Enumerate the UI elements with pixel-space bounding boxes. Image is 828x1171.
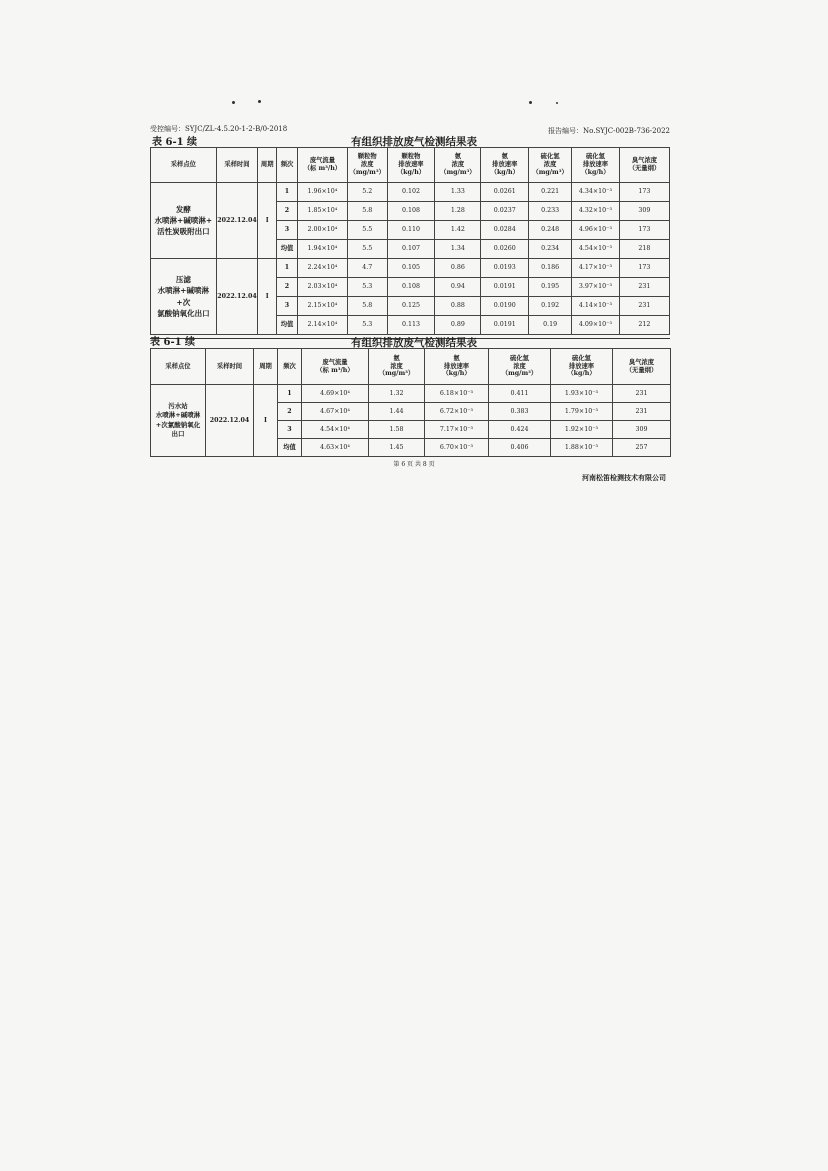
value-cell: 4.17×10⁻³ (571, 259, 619, 278)
value-cell: 0.0284 (481, 221, 529, 240)
frequency-cell: 3 (277, 297, 298, 316)
table2-header-row (151, 349, 671, 385)
sampling-date: 2022.12.04 (206, 385, 254, 457)
column-header: 氨 浓度 （mg/m³） (435, 148, 481, 183)
frequency-cell: 均值 (278, 439, 302, 457)
value-cell: 0.108 (387, 278, 435, 297)
value-cell: 0.0193 (481, 259, 529, 278)
frequency-cell: 2 (278, 403, 302, 421)
value-cell: 1.85×10⁴ (297, 202, 347, 221)
value-cell: 4.69×10⁴ (302, 385, 369, 403)
value-cell: 5.5 (347, 240, 387, 259)
value-cell: 0.0190 (481, 297, 529, 316)
scan-speck (529, 101, 532, 104)
value-cell: 1.58 (369, 421, 425, 439)
value-cell: 0.105 (387, 259, 435, 278)
frequency-cell: 2 (277, 202, 298, 221)
value-cell: 0.102 (387, 183, 435, 202)
value-cell: 4.54×10⁻³ (571, 240, 619, 259)
value-cell: 1.44 (369, 403, 425, 421)
column-header: 氨 排放速率 （kg/h） (481, 148, 529, 183)
frequency-cell: 3 (277, 221, 298, 240)
column-header: 颗粒物 排放速率 （kg/h） (387, 148, 435, 183)
value-cell: 0.89 (435, 316, 481, 335)
value-cell: 231 (613, 403, 671, 421)
value-cell: 0.383 (489, 403, 551, 421)
value-cell: 4.54×10⁴ (302, 421, 369, 439)
column-header: 氨 排放速率 （kg/h） (425, 349, 489, 385)
value-cell: 1.88×10⁻³ (551, 439, 613, 457)
value-cell: 0.192 (529, 297, 572, 316)
column-header: 硫化氢 浓度 （mg/m³） (489, 349, 551, 385)
value-cell: 5.5 (347, 221, 387, 240)
value-cell: 0.0191 (481, 316, 529, 335)
value-cell: 0.19 (529, 316, 572, 335)
value-cell: 1.28 (435, 202, 481, 221)
table2-label: 表 6-1 续 (150, 337, 196, 348)
sampling-location: 污水站 水喷淋+碱喷淋 +次氯酸钠氧化 出口 (151, 385, 206, 457)
control-number: 受控编号：SYJC/ZL-4.5.20-1-2-B/0-2018 (150, 125, 288, 133)
value-cell: 2.24×10⁴ (297, 259, 347, 278)
value-cell: 0.86 (435, 259, 481, 278)
value-cell: 6.72×10⁻³ (425, 403, 489, 421)
value-cell: 4.32×10⁻³ (571, 202, 619, 221)
value-cell: 6.70×10⁻³ (425, 439, 489, 457)
column-header: 周期 (258, 148, 277, 183)
frequency-cell: 3 (278, 421, 302, 439)
frequency-cell: 1 (277, 183, 298, 202)
scan-speck (232, 101, 235, 104)
column-header: 废气流量 （标 m³/h） (297, 148, 347, 183)
value-cell: 1.33 (435, 183, 481, 202)
value-cell: 257 (613, 439, 671, 457)
column-header: 臭气浓度 （无量纲） (619, 148, 669, 183)
value-cell: 218 (619, 240, 669, 259)
column-header: 颗粒物 浓度 （mg/m³） (347, 148, 387, 183)
column-header: 氨 浓度 （mg/m³） (369, 349, 425, 385)
value-cell: 0.88 (435, 297, 481, 316)
value-cell: 0.248 (529, 221, 572, 240)
value-cell: 309 (619, 202, 669, 221)
column-header: 采样时间 (206, 349, 254, 385)
value-cell: 0.0261 (481, 183, 529, 202)
value-cell: 231 (619, 278, 669, 297)
value-cell: 1.32 (369, 385, 425, 403)
value-cell: 6.18×10⁻³ (425, 385, 489, 403)
value-cell: 173 (619, 221, 669, 240)
table1-label: 表 6-1 续 (152, 137, 198, 148)
value-cell: 2.00×10⁴ (297, 221, 347, 240)
value-cell: 1.79×10⁻³ (551, 403, 613, 421)
value-cell: 0.411 (489, 385, 551, 403)
value-cell: 0.406 (489, 439, 551, 457)
value-cell: 309 (613, 421, 671, 439)
value-cell: 0.110 (387, 221, 435, 240)
value-cell: 173 (619, 183, 669, 202)
report-number: 报告编号：No.SYJC-002B-736-2022 (548, 127, 670, 135)
frequency-cell: 均值 (277, 240, 298, 259)
value-cell: 0.234 (529, 240, 572, 259)
value-cell: 231 (613, 385, 671, 403)
value-cell: 4.63×10⁴ (302, 439, 369, 457)
scan-speck (556, 102, 558, 104)
column-header: 硫化氢 排放速率 （kg/h） (551, 349, 613, 385)
value-cell: 1.94×10⁴ (297, 240, 347, 259)
value-cell: 0.113 (387, 316, 435, 335)
frequency-cell: 2 (277, 278, 298, 297)
value-cell: 5.8 (347, 202, 387, 221)
value-cell: 0.0191 (481, 278, 529, 297)
column-header: 硫化氢 浓度 （mg/m³） (529, 148, 572, 183)
sampling-cycle: I (254, 385, 278, 457)
results-table-1 (150, 147, 670, 335)
value-cell: 0.186 (529, 259, 572, 278)
sampling-date: 2022.12.04 (216, 183, 258, 259)
results-table-2 (150, 348, 671, 457)
column-header: 废气流量 （标 m³/h） (302, 349, 369, 385)
sampling-location: 发酵 水喷淋+碱喷淋+ 活性炭吸附出口 (151, 183, 217, 259)
table-row (151, 259, 670, 278)
value-cell: 4.7 (347, 259, 387, 278)
sampling-cycle: I (258, 259, 277, 335)
sampling-date: 2022.12.04 (216, 259, 258, 335)
column-header: 采样时间 (216, 148, 258, 183)
value-cell: 3.97×10⁻³ (571, 278, 619, 297)
value-cell: 7.17×10⁻³ (425, 421, 489, 439)
value-cell: 0.233 (529, 202, 572, 221)
value-cell: 0.0237 (481, 202, 529, 221)
value-cell: 0.0260 (481, 240, 529, 259)
value-cell: 0.195 (529, 278, 572, 297)
table2-title: 有组织排放废气检测结果表 (351, 337, 477, 349)
value-cell: 0.424 (489, 421, 551, 439)
column-header: 频次 (278, 349, 302, 385)
company-name: 河南松笛检测技术有限公司 (582, 473, 666, 482)
frequency-cell: 1 (278, 385, 302, 403)
column-header: 硫化氢 排放速率 （kg/h） (571, 148, 619, 183)
page-number: 第 6 页 共 8 页 (393, 461, 435, 468)
value-cell: 173 (619, 259, 669, 278)
value-cell: 231 (619, 297, 669, 316)
value-cell: 5.8 (347, 297, 387, 316)
frequency-cell: 均值 (277, 316, 298, 335)
value-cell: 212 (619, 316, 669, 335)
column-header: 采样点位 (151, 349, 206, 385)
value-cell: 1.92×10⁻³ (551, 421, 613, 439)
value-cell: 5.3 (347, 278, 387, 297)
value-cell: 1.45 (369, 439, 425, 457)
value-cell: 0.94 (435, 278, 481, 297)
value-cell: 1.34 (435, 240, 481, 259)
value-cell: 5.2 (347, 183, 387, 202)
sampling-location: 压滤 水喷淋+碱喷淋+次 氯酸钠氧化出口 (151, 259, 217, 335)
scan-speck (258, 100, 261, 103)
value-cell: 0.125 (387, 297, 435, 316)
value-cell: 4.67×10⁴ (302, 403, 369, 421)
column-header: 频次 (277, 148, 298, 183)
value-cell: 1.93×10⁻³ (551, 385, 613, 403)
column-header: 周期 (254, 349, 278, 385)
value-cell: 4.34×10⁻³ (571, 183, 619, 202)
table-row (151, 385, 671, 403)
value-cell: 2.14×10⁴ (297, 316, 347, 335)
column-header: 臭气浓度 （无量纲） (613, 349, 671, 385)
value-cell: 2.03×10⁴ (297, 278, 347, 297)
frequency-cell: 1 (277, 259, 298, 278)
table-row (151, 183, 670, 202)
value-cell: 0.221 (529, 183, 572, 202)
value-cell: 0.107 (387, 240, 435, 259)
value-cell: 4.09×10⁻³ (571, 316, 619, 335)
table1-header-row (151, 148, 670, 183)
value-cell: 1.42 (435, 221, 481, 240)
value-cell: 0.108 (387, 202, 435, 221)
value-cell: 1.96×10⁴ (297, 183, 347, 202)
sampling-cycle: I (258, 183, 277, 259)
value-cell: 4.96×10⁻³ (571, 221, 619, 240)
value-cell: 2.15×10⁴ (297, 297, 347, 316)
value-cell: 5.3 (347, 316, 387, 335)
table1-title: 有组织排放废气检测结果表 (351, 136, 477, 148)
column-header: 采样点位 (151, 148, 217, 183)
value-cell: 4.14×10⁻³ (571, 297, 619, 316)
